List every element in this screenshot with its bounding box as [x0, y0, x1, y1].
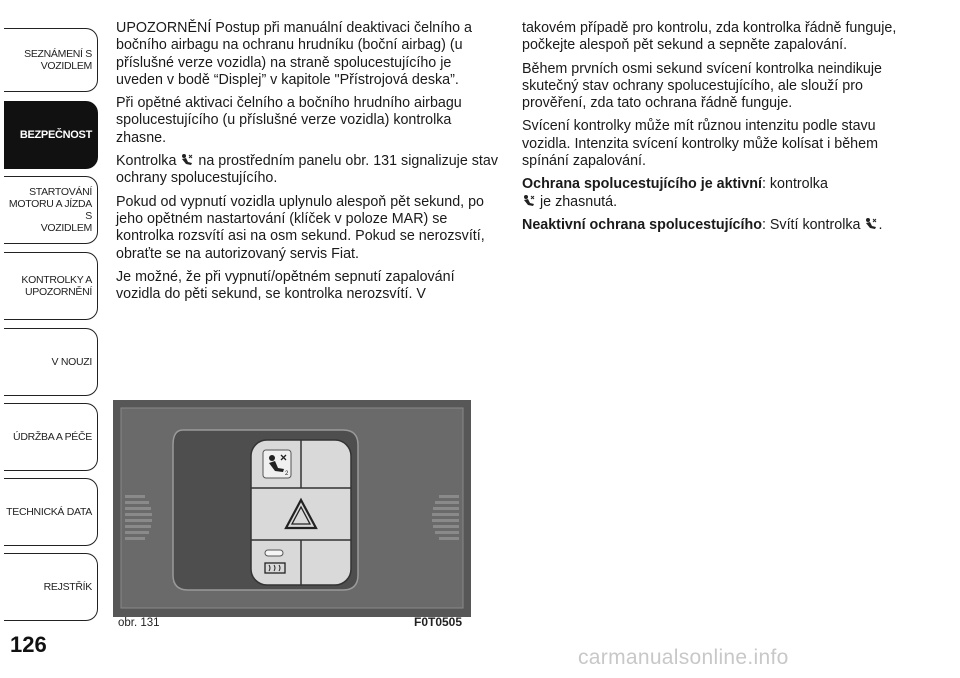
airbag-off-icon: [263, 450, 291, 478]
tab-technicka-data[interactable]: TECHNICKÁ DATA: [4, 478, 98, 546]
paragraph: Při opětné aktivaci čelního a bočního hrudního airbagu spolucestujícího (u příslušné verze vozidla) kontrolka zhasne.: [116, 95, 462, 146]
paragraph: takovém případě pro kontrolu, zda kontrolka řádně funguje, počkejte alespoň pět sekund a sepněte zapalování.: [522, 20, 897, 54]
paragraph: Neaktivní ochrana spolucestujícího: Svítí kontrolka .: [522, 216, 883, 233]
tab-v-nouzi[interactable]: V NOUZI: [4, 328, 98, 396]
airbag-off-icon: [180, 153, 194, 167]
page-number: 126: [10, 632, 47, 657]
tab-udrzba-a-pece[interactable]: ÚDRŽBA A PÉČE: [4, 403, 98, 471]
tab-kontrolky-a-upozorneni[interactable]: KONTROLKY A UPOZORNĚNÍ: [4, 252, 98, 320]
paragraph: Svícení kontrolky může mít různou intenzitu podle stavu vozidla. Intenzita svícení kontrolky může kolísat i během spínání zapalování.: [522, 118, 878, 170]
svg-text:2: 2: [285, 471, 289, 477]
paragraph: Pokud od vypnutí vozidla uplynulo alespoň pět sekund, po jeho opětném nastartování (klíček v poloze MAR) se kontrolka rozsvítí asi na osm sekund. Pokud se nerozsvítí, obraťte se na autorizovaný servis Fiat.: [116, 193, 485, 262]
figure-code: F0T0505: [414, 615, 463, 629]
paragraph: UPOZORNĚNÍ Postup při manuální deaktivaci čelního a bočního airbagu na ochranu hrudníku (boční airbag) (u příslušné verze vozidla) na straně spolucestujícího je uveden v bodě “Displej” v kapitole "Přístrojová deska”.: [116, 20, 472, 88]
watermark: carmanualsonline.info: [578, 646, 789, 669]
chapter-sidebar: [0, 0, 102, 640]
tab-startovani-motoru[interactable]: STARTOVÁNÍ MOTORU A JÍZDA S VOZIDLEM: [4, 176, 98, 244]
left-text-column: [116, 20, 498, 309]
paragraph: Kontrolka na prostředním panelu obr. 131 signalizuje stav ochrany spolucestujícího.: [116, 153, 498, 187]
airbag-off-icon: [522, 194, 536, 208]
center-panel-illustration: [113, 400, 471, 617]
airbag-off-icon: [864, 217, 878, 231]
paragraph: Je možné, že při vypnutí/opětném sepnutí zapalování vozidla do pěti sekund, se kontrolka nerozsvítí. V: [116, 268, 455, 303]
paragraph: Během prvních osmi sekund svícení kontrolka neindikuje skutečný stav ochrany spolucestujícího, ale slouží pro prověření, zda tato ochrana řádně funguje.: [522, 60, 882, 112]
tab-bezpecnost[interactable]: BEZPEČNOST: [4, 101, 98, 169]
figure-caption: obr. 131: [118, 617, 160, 629]
right-text-column: [522, 20, 914, 240]
tab-rejstrik[interactable]: REJSTŘÍK: [4, 553, 98, 621]
tab-seznameni-s-vozidlem[interactable]: SEZNÁMENÍ S VOZIDLEM: [4, 28, 98, 92]
paragraph: Ochrana spolucestujícího je aktivní: kontrolka je zhasnutá.: [522, 176, 828, 210]
dashboard-center-panel-figure: [113, 400, 471, 617]
